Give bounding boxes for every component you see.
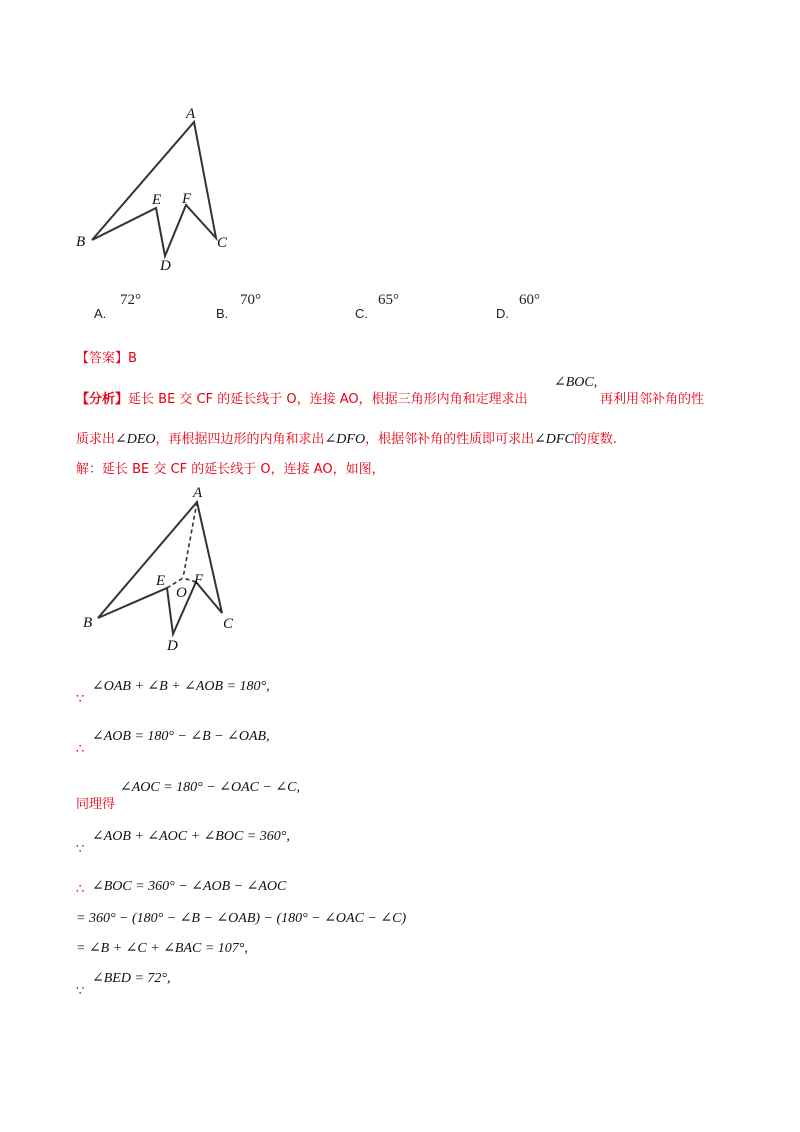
label-A: A [186, 106, 196, 122]
equation-4: ∠AOB + ∠AOC + ∠BOC = 360°, [92, 829, 290, 844]
label-E: E [152, 192, 162, 208]
label2-E: E [156, 573, 166, 589]
label-D: D [160, 258, 171, 274]
option-a-value: 72° [120, 292, 141, 308]
option-c-value: 65° [378, 292, 399, 308]
label2-D: D [167, 638, 178, 654]
figure2-outline [98, 502, 222, 634]
label2-A: A [193, 485, 203, 501]
because-symbol-2: ∵ [76, 842, 85, 857]
analysis-text-2c: ，根据邻补角的性质即可求出 [365, 432, 535, 447]
label2-B: B [83, 615, 93, 631]
label2-O: O [176, 585, 187, 601]
analysis-text-2b: ，再根据四边形的内角和求出 [155, 432, 325, 447]
label-C: C [217, 235, 228, 251]
option-d-value: 60° [519, 292, 540, 308]
analysis-angle-dfo: ∠DFO [324, 432, 366, 447]
label-B: B [76, 234, 86, 250]
equation-8: ∠BED = 72°, [92, 971, 171, 986]
because-symbol-3: ∵ [76, 984, 85, 999]
analysis-tag: 【分析】 [76, 392, 129, 407]
option-b-value: 70° [240, 292, 261, 308]
analysis-text-1: 延长 BE 交 CF 的延长线于 O，连接 AO，根据三角形内角和定理求出 [128, 392, 528, 407]
analysis-text-2d: 的度数. [573, 432, 617, 447]
equation-2: ∠AOB = 180° − ∠B − ∠OAB, [92, 729, 270, 744]
therefore-symbol-2: ∴ [76, 882, 85, 897]
label2-C: C [223, 616, 234, 632]
equation-1: ∠OAB + ∠B + ∠AOB = 180°, [92, 679, 270, 694]
option-a-label: A. [94, 306, 107, 321]
label-F: F [182, 191, 192, 207]
because-symbol-1: ∵ [76, 692, 85, 707]
equation-5: ∠BOC = 360° − ∠AOB − ∠AOC [92, 879, 287, 894]
analysis-text-2a: 质求出 [76, 432, 116, 447]
analysis-angle-deo: ∠DEO [115, 432, 156, 447]
option-b-label: B. [216, 306, 229, 321]
option-c-label: C. [355, 306, 368, 321]
equation-3: ∠AOC = 180° − ∠OAC − ∠C, [120, 780, 300, 795]
analysis-angle-boc: ∠BOC, [554, 375, 598, 390]
answer-value: B [128, 351, 137, 366]
analysis-text-1-end: 再利用邻补角的性 [600, 392, 705, 407]
answer-tag: 【答案】 [76, 351, 129, 366]
option-d-label: D. [496, 306, 509, 321]
figure2-dashed-ao [183, 502, 197, 578]
therefore-symbol-1: ∴ [76, 742, 85, 757]
label2-F: F [194, 572, 204, 588]
same-reason-label: 同理得 [76, 797, 116, 812]
equation-6: = 360° − (180° − ∠B − ∠OAB) − (180° − ∠OAC − ∠C) [76, 911, 407, 926]
equation-7: = ∠B + ∠C + ∠BAC = 107°, [76, 941, 248, 956]
analysis-angle-dfc: ∠DFC [534, 432, 574, 447]
solution-intro: 解：延长 BE 交 CF 的延长线于 O，连接 AO，如图， [76, 462, 385, 477]
